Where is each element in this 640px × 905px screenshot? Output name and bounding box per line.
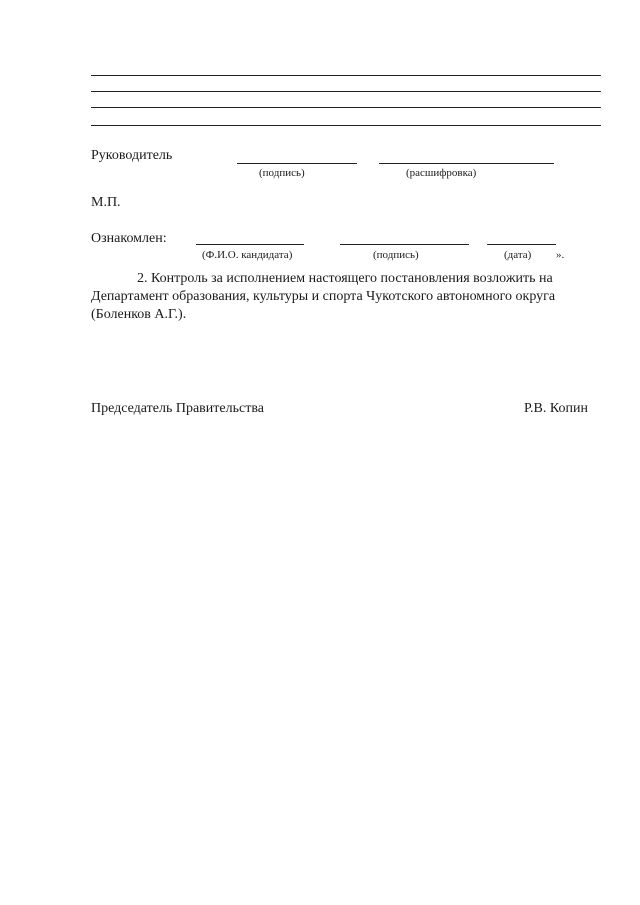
ack-date-caption: (дата) [504, 249, 532, 261]
stamp-label: М.П. [91, 195, 121, 210]
ack-name-caption: (Ф.И.О. кандидата) [202, 249, 293, 261]
signatory-position: Председатель Правительства [91, 401, 264, 416]
signatory-name: Р.В. Копин [524, 401, 588, 416]
paragraph-line-2: Департамент образования, культуры и спорта Чукотского автономного округа [91, 289, 556, 304]
ack-signature-caption: (подпись) [373, 249, 419, 261]
ack-signature-line [340, 244, 469, 245]
head-signature-line [237, 163, 357, 164]
head-signature-caption: (подпись) [259, 167, 305, 179]
head-label: Руководитель [91, 148, 173, 163]
ack-closing-quote: ». [556, 249, 565, 261]
head-decoding-caption: (расшифровка) [406, 167, 477, 179]
ack-date-line [487, 244, 556, 245]
blank-line [91, 75, 601, 76]
ack-name-line [196, 244, 304, 245]
blank-line [91, 125, 601, 126]
paragraph-line-3: (Боленков А.Г.). [91, 307, 187, 322]
control-paragraph [91, 270, 601, 324]
paragraph-line-1: 2. Контроль за исполнением настоящего постановления возложить на [137, 271, 553, 286]
blank-line [91, 91, 601, 92]
ack-label: Ознакомлен: [91, 231, 167, 246]
blank-line [91, 107, 601, 108]
head-decoding-line [379, 163, 554, 164]
